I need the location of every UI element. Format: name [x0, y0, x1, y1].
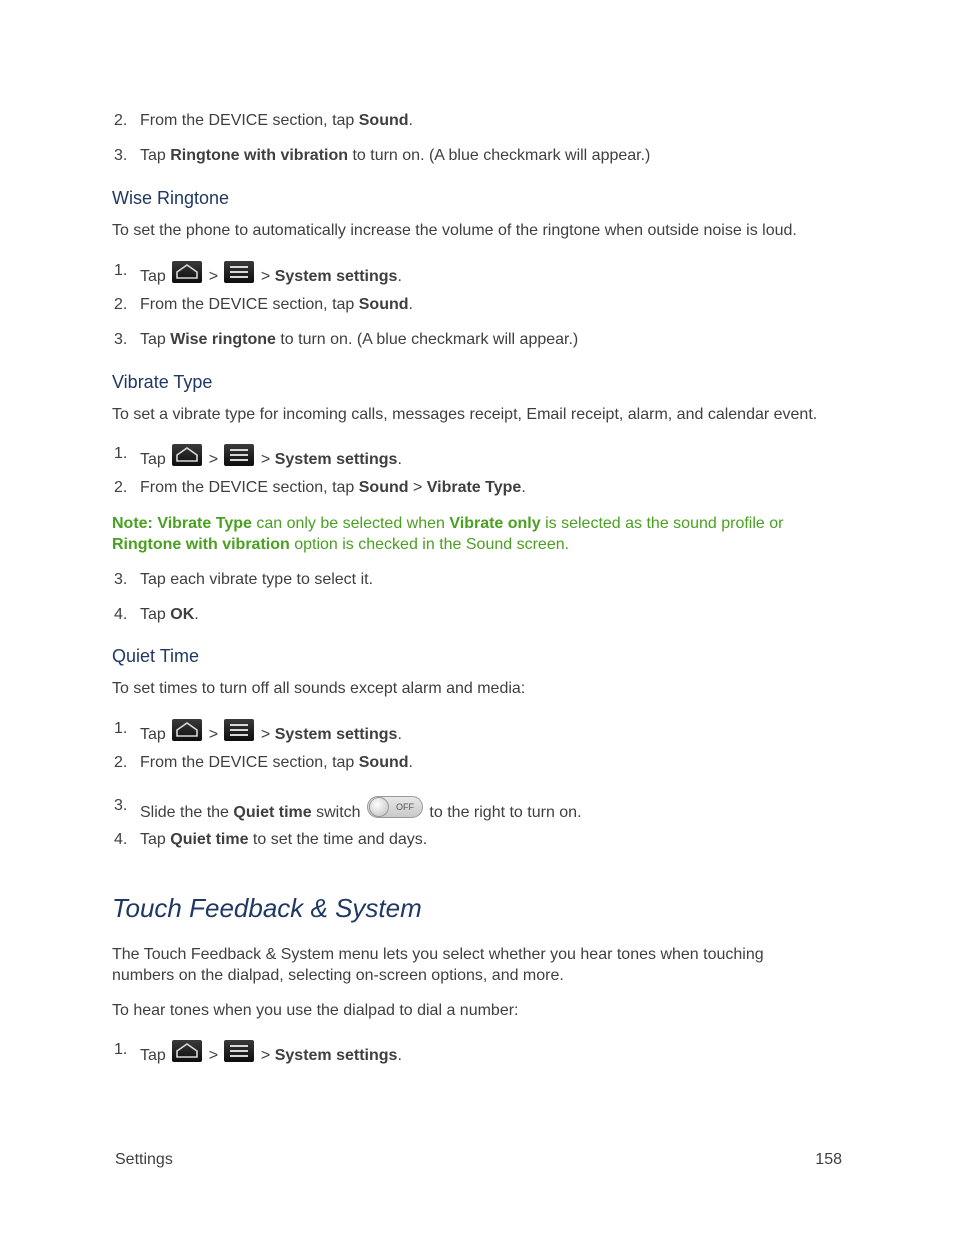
- menu-icon: [224, 261, 254, 283]
- section-paragraph: To hear tones when you use the dialpad to dial a number:: [112, 1002, 519, 1019]
- step-number: 1.: [114, 1041, 128, 1058]
- step-text: Tap each vibrate type to select it.: [140, 571, 374, 588]
- home-icon: [172, 1040, 202, 1062]
- footer-section-name: Settings: [115, 1151, 173, 1168]
- step-number: 1.: [114, 262, 128, 279]
- step-text: Tap Ringtone with vibration to turn on. (A blue checkmark will appear.): [140, 147, 651, 164]
- step-text: From the DEVICE section, tap Sound > Vibrate Type.: [140, 479, 526, 496]
- step-number: 4.: [114, 831, 128, 848]
- step-number: 1.: [114, 445, 128, 462]
- section-heading-quiet-time: Quiet Time: [112, 646, 200, 666]
- section-intro: To set a vibrate type for incoming calls, messages receipt, Email receipt, alarm, and calendar event.: [112, 406, 818, 423]
- section-intro: To set times to turn off all sounds except alarm and media:: [112, 680, 526, 697]
- step-text: Tap > > System settings.: [140, 719, 402, 745]
- section-intro: To set the phone to automatically increase the volume of the ringtone when outside noise is loud.: [112, 222, 797, 239]
- switch-knob: [369, 797, 389, 817]
- step-text: Tap OK.: [140, 606, 199, 623]
- step-number: 2.: [114, 296, 128, 313]
- step-number: 3.: [114, 571, 128, 588]
- step-text: From the DEVICE section, tap Sound.: [140, 112, 413, 129]
- home-icon: [172, 261, 202, 283]
- home-icon: [172, 719, 202, 741]
- step-text: Slide the the Quiet time switch OFF to the right to turn on.: [140, 796, 582, 823]
- step-text: Tap Wise ringtone to turn on. (A blue checkmark will appear.): [140, 331, 579, 348]
- step-number: 3.: [114, 147, 128, 164]
- step-number: 3.: [114, 797, 128, 814]
- step-number: 1.: [114, 720, 128, 737]
- switch-off-label: OFF: [395, 802, 414, 812]
- menu-icon: [224, 444, 254, 466]
- step-number: 4.: [114, 606, 128, 623]
- section-heading-vibrate-type: Vibrate Type: [112, 372, 213, 392]
- note-callout: Note: Vibrate Type can only be selected when Vibrate only is selected as the sound profile or Ringtone with vibration option is checked in the Sound screen.: [112, 515, 784, 553]
- page-number: 158: [815, 1151, 842, 1168]
- section-heading-wise-ringtone: Wise Ringtone: [112, 188, 230, 208]
- step-text: From the DEVICE section, tap Sound.: [140, 296, 413, 313]
- home-icon: [172, 444, 202, 466]
- step-text: Tap > > System settings.: [140, 1040, 402, 1066]
- step-text: From the DEVICE section, tap Sound.: [140, 754, 413, 771]
- step-number: 3.: [114, 331, 128, 348]
- step-text: Tap Quiet time to set the time and days.: [140, 831, 428, 848]
- step-number: 2.: [114, 479, 128, 496]
- chapter-heading: Touch Feedback & System: [112, 893, 422, 923]
- menu-icon: [224, 719, 254, 741]
- step-number: 2.: [114, 112, 128, 129]
- menu-icon: [224, 1040, 254, 1062]
- step-text: Tap > > System settings.: [140, 444, 402, 470]
- step-text: Tap > > System settings.: [140, 261, 402, 287]
- step-number: 2.: [114, 754, 128, 771]
- quiet-time-switch: [367, 796, 423, 818]
- section-paragraph: The Touch Feedback & System menu lets you select whether you hear tones when touching numbers on the dialpad, selecting on-screen options, and more.: [112, 946, 764, 984]
